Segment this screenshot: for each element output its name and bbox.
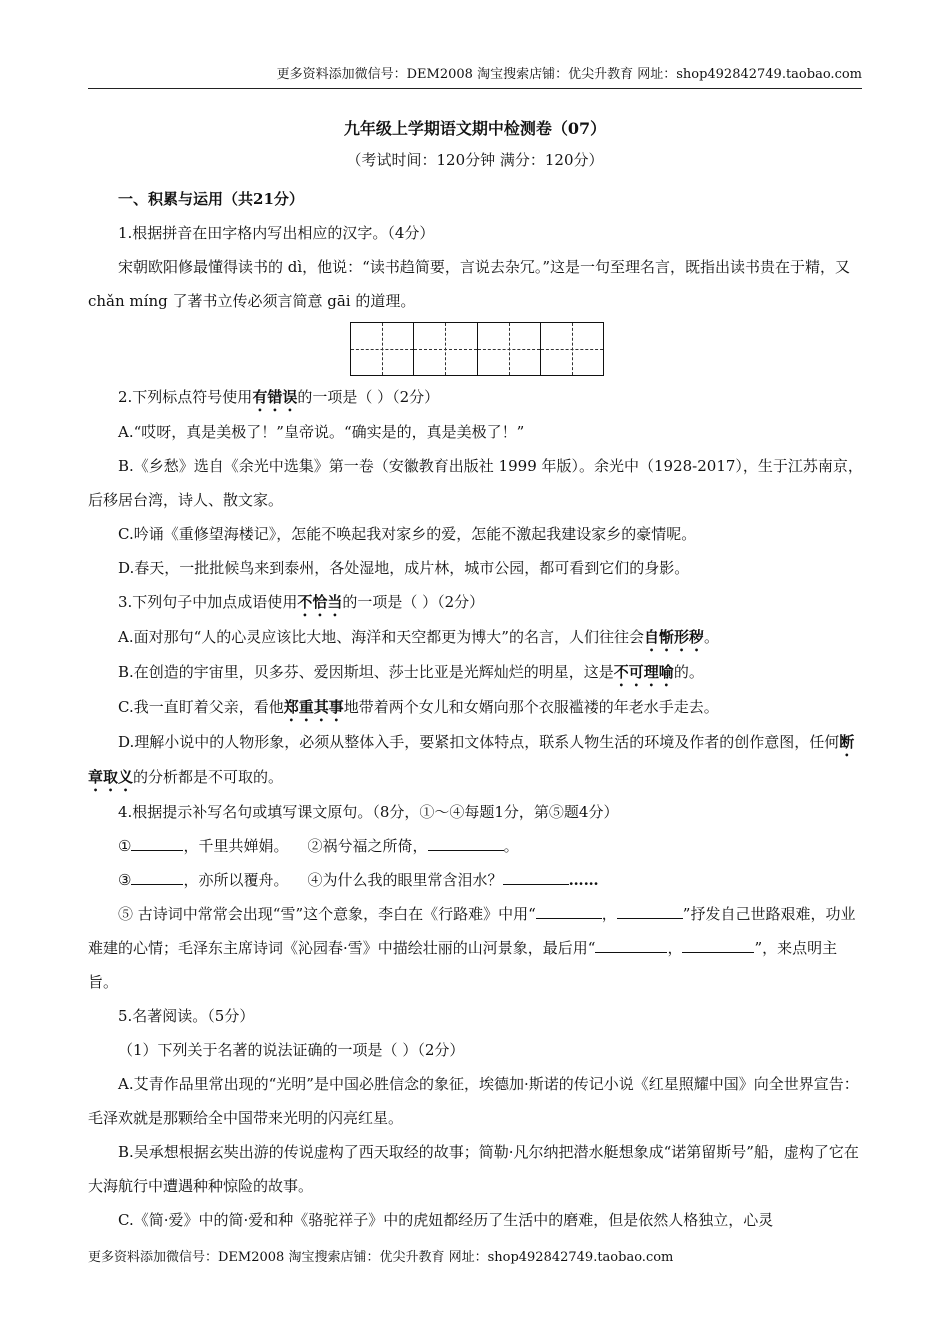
q2-option-b: B.《乡愁》选自《余光中选集》第一卷（安徽教育出版社 1999 年版）。余光中（1928-2017），生于江苏南京，后移居台湾，诗人、散文家。 [88, 457, 863, 509]
page-header: 更多资料添加微信号：DEM2008 淘宝搜索店铺：优尖升教育 网址：shop492842749.taobao.com [88, 64, 862, 89]
exam-info: （考试时间：120分钟 满分：120分） [346, 151, 604, 169]
dotted-idiom: 郑重其事 [283, 698, 344, 716]
q3-option-c: C.我一直盯着父亲，看他郑重其事地带着两个女儿和女婿向那个衣服褴褛的年老水手走去。 [118, 698, 719, 716]
exam-content [88, 182, 864, 1237]
page-title: 九年级上学期语文期中检测卷（07） [343, 119, 607, 138]
answer-blank[interactable] [131, 834, 183, 851]
dotted-idiom: 自惭形秽 [643, 628, 704, 646]
q2-option-d: D.春天，一批批候鸟来到泰州，各处湿地，成片林，城市公园，都可看到它们的身影。 [118, 559, 690, 577]
tianzige-cell[interactable] [541, 323, 603, 375]
answer-blank[interactable] [536, 902, 602, 919]
q3-option-b: B.在创造的宇宙里，贝多芬、爱因斯坦、莎士比亚是光辉灿烂的明星，这是不可理喻的。 [118, 663, 704, 681]
answer-blank[interactable] [617, 902, 683, 919]
tianzige-cell[interactable] [351, 323, 414, 375]
q2-option-c: C.吟诵《重修望海楼记》，怎能不唤起我对家乡的爱，怎能不激起我建设家乡的豪情呢。 [118, 525, 697, 543]
q1-stem: 1.根据拼音在田字格内写出相应的汉字。（4分） [118, 224, 435, 242]
q4-line-1: ① ，千里共婵娟。 ②祸兮福之所倚， 。 [88, 829, 864, 863]
q5-option-c: C.《简·爱》中的简·爱和种《骆驼祥子》中的虎妞都经历了生活中的磨难，但是依然人格独立，心灵 [118, 1211, 774, 1229]
q4-stem: 4.根据提示补写名句或填写课文原句。（8分，①～④每题1分，第⑤题4分） [118, 803, 619, 821]
answer-blank[interactable] [428, 834, 504, 851]
tianzige-grid [350, 322, 604, 376]
q2-stem: 2.下列标点符号使用有错误的一项是（ ）（2分） [118, 388, 440, 406]
q5-sub1: （1）下列关于名著的说法证确的一项是（ ）（2分） [118, 1041, 465, 1059]
q4-line-2: ③ ，亦所以覆舟。 ④为什么我的眼里常含泪水？ …… [88, 863, 864, 897]
q2-option-a: A.“哎呀，真是美极了！”皇帝说。“确实是的，真是美极了！” [118, 423, 525, 441]
q5-option-a: A.艾青作品里常出现的“光明”是中国必胜信念的象征，埃德加·斯诺的传记小说《红星照耀中国》向全世界宣告：毛泽欢就是那颗给全中国带来光明的闪亮红星。 [88, 1075, 859, 1127]
answer-blank[interactable] [595, 936, 667, 953]
q1-passage: 宋朝欧阳修最懂得读书的 dì，他说：“读书趋简要，言说去杂冗。”这是一句至理名言，既指出读书贵在于精，又 chǎn míng 了著书立传必须言简意 gāi 的道理。 [88, 258, 851, 310]
q5-stem: 5.名著阅读。（5分） [118, 1007, 255, 1025]
tianzige-cell[interactable] [478, 323, 541, 375]
emphasis-text: 有错误 [252, 388, 298, 406]
q1-answer-area [88, 318, 864, 380]
dotted-idiom: 断章取义 [88, 733, 855, 786]
answer-blank[interactable] [682, 936, 754, 953]
dotted-idiom: 不可理喻 [613, 663, 674, 681]
q3-option-d: D.理解小说中的人物形象，必须从整体入手，要紧扣文体特点，联系人物生活的环境及作者的创作意图，任何断章取义的分析都是不可取的。 [88, 733, 855, 786]
page-footer: 更多资料添加微信号：DEM2008 淘宝搜索店铺：优尖升教育 网址：shop492842749.taobao.com [88, 1250, 674, 1265]
answer-blank[interactable] [503, 868, 569, 885]
q3-option-a: A.面对那句“人的心灵应该比大地、海洋和天空都更为博大”的名言，人们往往会自惭形秽。 [118, 628, 719, 646]
section-heading: 一、积累与运用（共21分） [118, 190, 304, 208]
q3-stem: 3.下列句子中加点成语使用不恰当的一项是（ ）（2分） [118, 593, 485, 611]
emphasis-text: 不恰当 [297, 593, 343, 611]
q4-line-5: ⑤ 古诗词中常常会出现“雪”这个意象，李白在《行路难》中用“ ， ”抒发自己世路艰难，功业难建的心情；毛泽东主席诗词《沁园春·雪》中描绘壮丽的山河景象，最后用“ ， ”，来点明主旨。 [88, 897, 864, 999]
tianzige-cell[interactable] [414, 323, 477, 375]
answer-blank[interactable] [131, 868, 183, 885]
q5-option-b: B.吴承想根据玄奘出游的传说虚构了西天取经的故事；简勒·凡尔纳把潜水艇想象成“诺第留斯号”船，虚构了它在大海航行中遭遇种种惊险的故事。 [88, 1143, 859, 1195]
